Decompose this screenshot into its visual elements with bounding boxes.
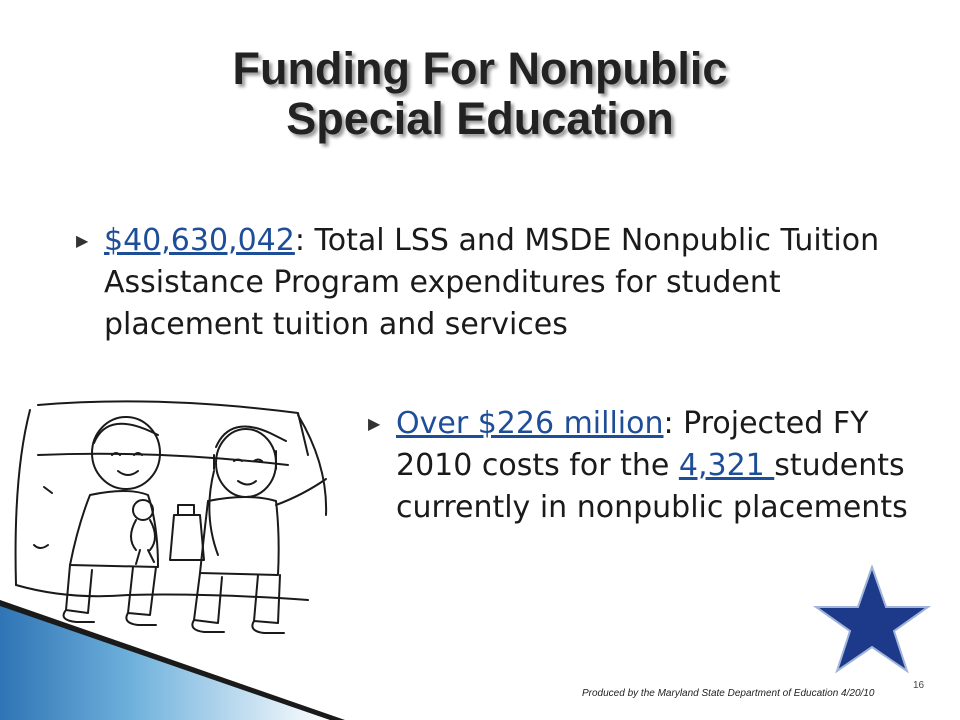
star-icon xyxy=(812,565,932,675)
student-count-link[interactable]: 4,321 xyxy=(678,448,775,483)
page-number: 16 xyxy=(913,680,925,691)
bullet-expenditures xyxy=(76,220,884,346)
slide-title xyxy=(100,44,860,144)
bullet-projected-costs xyxy=(368,403,916,529)
students-text: students currently in nonpublic placements xyxy=(396,448,908,525)
children-in-car-illustration xyxy=(8,395,338,645)
projected-costs-link[interactable]: Over $226 million xyxy=(396,406,664,441)
title-line-1: Funding For Nonpublic xyxy=(232,43,728,94)
arrow-right-icon: ▶ xyxy=(76,231,89,250)
title-line-2: Special Education xyxy=(286,93,674,144)
expenditures-text: : Total LSS and MSDE Nonpublic Tuition Assistance Program expenditures for student placement tuition and services xyxy=(104,223,880,342)
footer-credit: Produced by the Maryland State Department of Education 4/20/10 xyxy=(582,688,875,699)
expenditures-amount-link[interactable]: $40,630,042 xyxy=(104,223,295,258)
arrow-right-icon: ▶ xyxy=(368,414,381,433)
projected-costs-text: : Projected FY 2010 costs for the xyxy=(396,406,869,483)
